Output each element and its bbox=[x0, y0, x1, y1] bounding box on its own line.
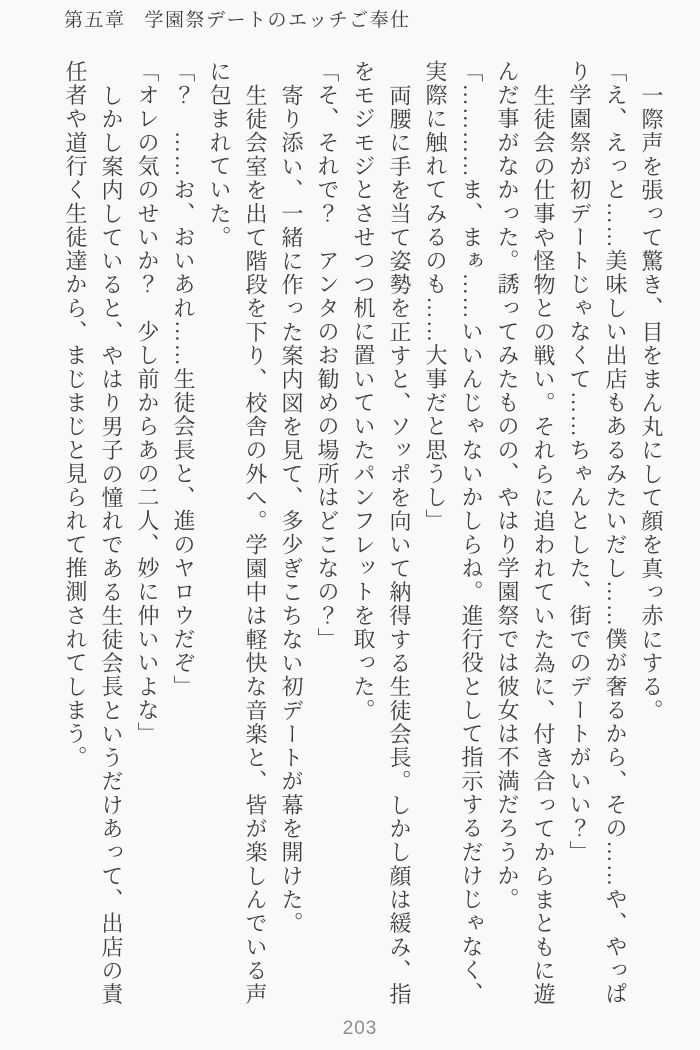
novel-text-block bbox=[55, 60, 669, 1008]
page-number: 203 bbox=[342, 1018, 378, 1039]
text-line: しかし案内していると、やはり男子の憧れである生徒会長というだけあって、出店の責 bbox=[99, 83, 124, 1006]
text-line-dialogue: 「そ、それで？ アンタのお勧めの場所はどこなの？」 bbox=[315, 60, 340, 652]
text-line-dialogue: 実際に触れてみるのも……大事だと思うし」 bbox=[423, 60, 448, 533]
text-line-dialogue: 「…………ま、まぁ……いいんじゃないかしらね。進行役として指示するだけじゃなく、 bbox=[459, 60, 484, 1006]
text-line-dialogue: 「オレの気のせいか？ 少し前からあの二人、妙に仲いいよな」 bbox=[135, 60, 160, 746]
text-line: 生徒会室を出て階段を下り、校舎の外へ。学園中は軽快な音楽と、皆が楽しんでいる声 bbox=[243, 83, 268, 1006]
text-line: に包まれていた。 bbox=[207, 60, 232, 250]
chapter-header bbox=[64, 5, 411, 32]
chapter-title: 学園祭デートのエッチご奉仕 bbox=[144, 10, 411, 31]
text-line: 寄り添い、一緒に作った案内図を見て、多少ぎこちない初デートが幕を開けた。 bbox=[279, 83, 304, 935]
text-line: 生徒会の仕事や怪物との戦い。それらに追われていた為に、付き合ってからまともに遊 bbox=[531, 83, 556, 1006]
text-line-dialogue: 「？ ……お、おいあれ……生徒会長と、進のヤロウだぞ」 bbox=[171, 60, 196, 699]
chapter-number: 第五章 bbox=[64, 10, 126, 31]
text-line-dialogue: り学園祭が初デートじゃなくて……ちゃんとした、街でのデートがいい？」 bbox=[567, 60, 592, 865]
text-line: 一際声を張って驚き、目をまん丸にして顔を真っ赤にする。 bbox=[639, 83, 664, 723]
text-line-dialogue: 「え、えっと……美味しい出店もあるみたいだし……僕が奢るから、その……や、やっぱ bbox=[603, 60, 628, 1006]
text-line: んだ事がなかった。誘ってみたものの、やはり学園祭では彼女は不満だろうか。 bbox=[495, 60, 520, 912]
text-line: をモジモジとさせつつ机に置いていたパンフレットを取った。 bbox=[351, 60, 376, 723]
text-line: 任者や道行く生徒達から、まじまじと見られて推測されてしまう。 bbox=[63, 60, 88, 770]
text-line: 両腰に手を当て姿勢を正すと、ソッポを向いて納得する生徒会長。しかし顔は緩み、指 bbox=[387, 83, 412, 1006]
